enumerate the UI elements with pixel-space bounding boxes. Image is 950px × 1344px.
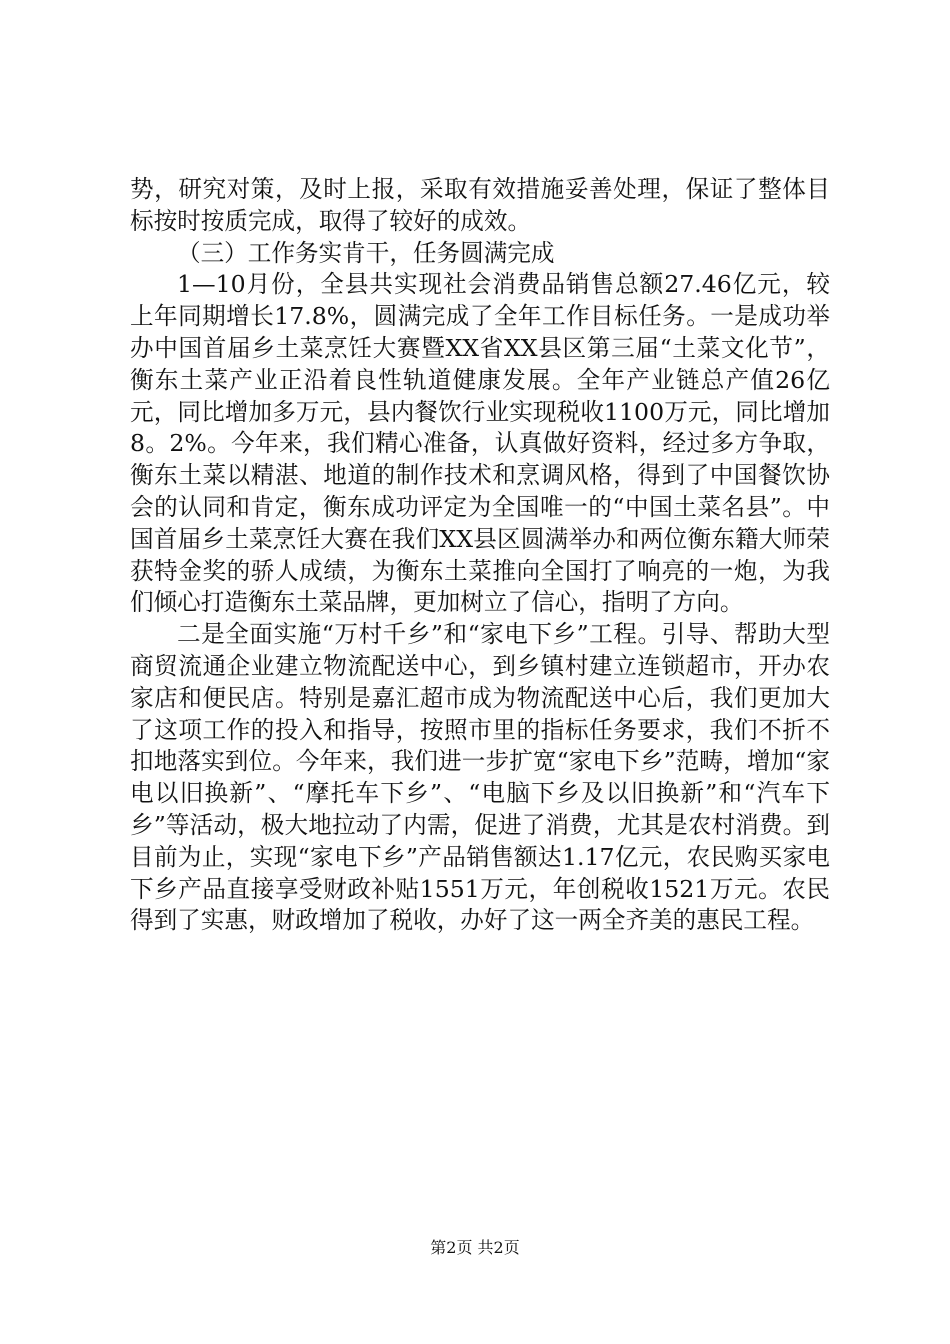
document-body [130,174,830,937]
section-heading: （三）工作务实肯干，任务圆满完成 [177,238,555,267]
paragraph-rural-program: 二是全面实施“万村千乡”和“家电下乡”工程。引导、帮助大型商贸流通企业建立物流配送中心，到乡镇村建立连锁超市，开办农家店和便民店。特别是嘉汇超市成为物流配送中心后，我们更加大了这项工作的投入和指导，按照市里的指标任务要求，我们不折不扣地落实到位。今年来，我们进一步扩宽“家电下乡”范畴，增加“家电以旧换新”、“摩托车下乡”、“电脑下乡及以旧换新”和“汽车下乡”等活动，极大地拉动了内需，促进了消费，尤其是农村消费。到目前为止，实现“家电下乡”产品销售额达1.17亿元，农民购买家电下乡产品直接享受财政补贴1551万元，年创税收1521万元。农民得到了实惠，财政增加了税收，办好了这一两全齐美的惠民工程。 [130,620,830,935]
paragraph-continuation: 势，研究对策，及时上报，采取有效措施妥善处理，保证了整体目标按时按质完成，取得了较好的成效。 [130,175,830,235]
page-number-footer: 第2页 共2页 [430,1238,520,1257]
paragraph-sales-summary: 1—10月份，全县共实现社会消费品销售总额27.46亿元，较上年同期增长17.8%，圆满完成了全年工作目标任务。一是成功举办中国首届乡土菜烹饪大赛暨XX省XX县区第三届“土菜文化节”，衡东土菜产业正沿着良性轨道健康发展。全年产业链总产值26亿元，同比增加多万元，县内餐饮行业实现税收1100万元，同比增加8。2%。今年来，我们精心准备，认真做好资料，经过多方争取，衡东土菜以精湛、地道的制作技术和烹调风格，得到了中国餐饮协会的认同和肯定，衡东成功评定为全国唯一的“中国土菜名县”。中国首届乡土菜烹饪大赛在我们XX县区圆满举办和两位衡东籍大师荣获特金奖的骄人成绩，为衡东土菜推向全国打了响亮的一炮，为我们倾心打造衡东土菜品牌，更加树立了信心，指明了方向。 [130,270,830,617]
